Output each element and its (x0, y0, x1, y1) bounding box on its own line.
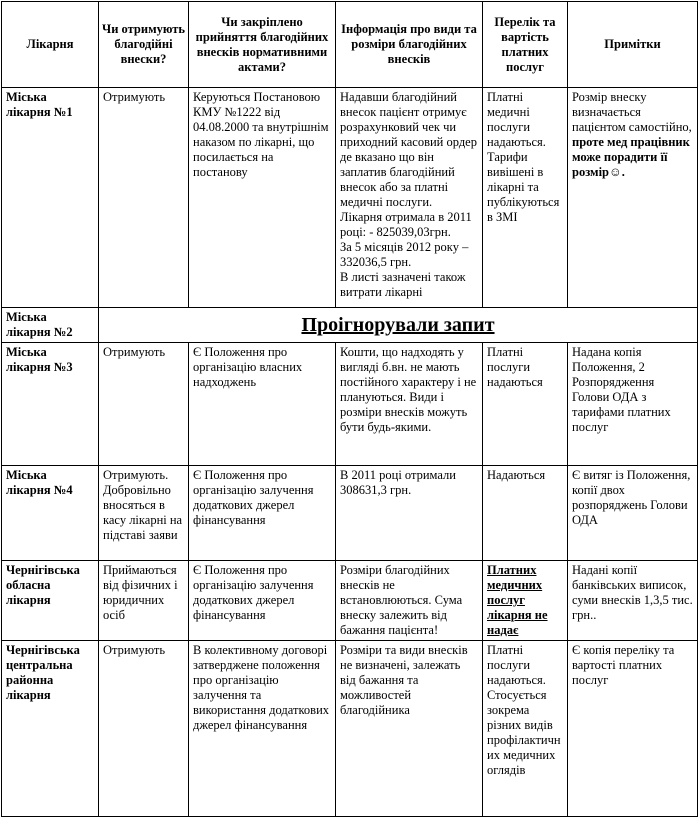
info-line: За 5 місяців 2012 року – 332036,5 грн. (340, 240, 469, 269)
ignored-request-banner: Проігнорували запит (99, 308, 698, 343)
hospital-name: Міська лікарня №4 (2, 466, 99, 561)
info-line: Надавши благодійний внесок пацієнт отримує розрахунковий чек чи приходний касовий ордер де вказано що він заплатив благодійний внесок або за платні медичні послуги. (340, 90, 477, 209)
regulated-cell: Є Положення про організацію залучення додаткових джерел фінансування (189, 466, 336, 561)
table-row (2, 308, 698, 343)
paid-cell: Платні медичні послуги надаються. Тарифи вивішені в лікарні та публікуються в ЗМІ (483, 88, 568, 308)
receive-cell: Отримують (99, 641, 189, 817)
info-cell (336, 88, 483, 308)
table-header-row (2, 2, 698, 88)
header-notes: Примітки (568, 2, 698, 88)
table-row (2, 561, 698, 641)
receive-cell: Отримують. Добровільно вносяться в касу лікарні на підставі заяви (99, 466, 189, 561)
notes-cell: Надана копія Положення, 2 Розпорядження Голови ОДА з тарифами платних послуг (568, 343, 698, 466)
notes-text: Розмір внеску визначається пацієнтом самостійно, (572, 90, 692, 134)
header-info: Інформація про види та розміри благодійних внесків (336, 2, 483, 88)
info-line: В листі зазначені також витрати лікарні (340, 270, 466, 299)
hospital-name: Міська лікарня №2 (2, 308, 99, 343)
regulated-cell: В колективному договорі затверджене положення про організацію залучення та використання додаткових джерел фінансування (189, 641, 336, 817)
info-cell: В 2011 році отримали 308631,3 грн. (336, 466, 483, 561)
header-regulated: Чи закріплено прийняття благодійних внесків нормативними актами? (189, 2, 336, 88)
paid-cell: Платних медичних послуг лікарня не надає (483, 561, 568, 641)
receive-cell: Отримують (99, 88, 189, 308)
paid-cell: Надаються (483, 466, 568, 561)
paid-cell: Платні послуги надаються (483, 343, 568, 466)
receive-cell: Приймаються від фізичних і юридичних осіб (99, 561, 189, 641)
notes-cell: Є копія переліку та вартості платних послуг (568, 641, 698, 817)
hospital-name: Міська лікарня №3 (2, 343, 99, 466)
hospital-donations-table (1, 1, 698, 817)
info-cell: Розміри благодійних внесків не встановлюються. Сума внеску залежить від бажання пацієнта! (336, 561, 483, 641)
info-cell: Розміри та види внесків не визначені, залежать від бажання та можливостей благодійника (336, 641, 483, 817)
regulated-cell: Є Положення про організацію власних надходжень (189, 343, 336, 466)
table-row (2, 343, 698, 466)
table-row (2, 641, 698, 817)
hospital-name: Чернігівська центральна районна лікарня (2, 641, 99, 817)
header-receive: Чи отримують благодійні внески? (99, 2, 189, 88)
regulated-cell: Є Положення про організацію залучення додаткових джерел фінансування (189, 561, 336, 641)
regulated-cell: Керуються Постановою КМУ №1222 від 04.08.2000 та внутрішнім наказом по лікарні, що посилається на постанову (189, 88, 336, 308)
header-paid: Перелік та вартість платних послуг (483, 2, 568, 88)
header-hospital: Лікарня (2, 2, 99, 88)
notes-cell: Надані копії банківських виписок, суми внесків 1,3,5 тис. грн.. (568, 561, 698, 641)
notes-cell (568, 88, 698, 308)
table-row (2, 466, 698, 561)
notes-emphasis: проте мед працівник може порадити її розмір☺. (572, 135, 690, 179)
info-cell: Кошти, що надходять у вигляді б.вн. не мають постійного характеру і не плануються. Види і розміри внесків можуть бути будь-якими. (336, 343, 483, 466)
notes-cell: Є витяг із Положення, копії двох розпоряджень Голови ОДА (568, 466, 698, 561)
receive-cell: Отримують (99, 343, 189, 466)
info-line: Лікарня отримала в 2011 році: - 825039,03грн. (340, 210, 472, 239)
paid-cell: Платні послуги надаються. Стосується зокрема різних видів профілактичних медичних оглядів (483, 641, 568, 817)
hospital-name: Чернігівська обласна лікарня (2, 561, 99, 641)
hospital-name: Міська лікарня №1 (2, 88, 99, 308)
table-row (2, 88, 698, 308)
